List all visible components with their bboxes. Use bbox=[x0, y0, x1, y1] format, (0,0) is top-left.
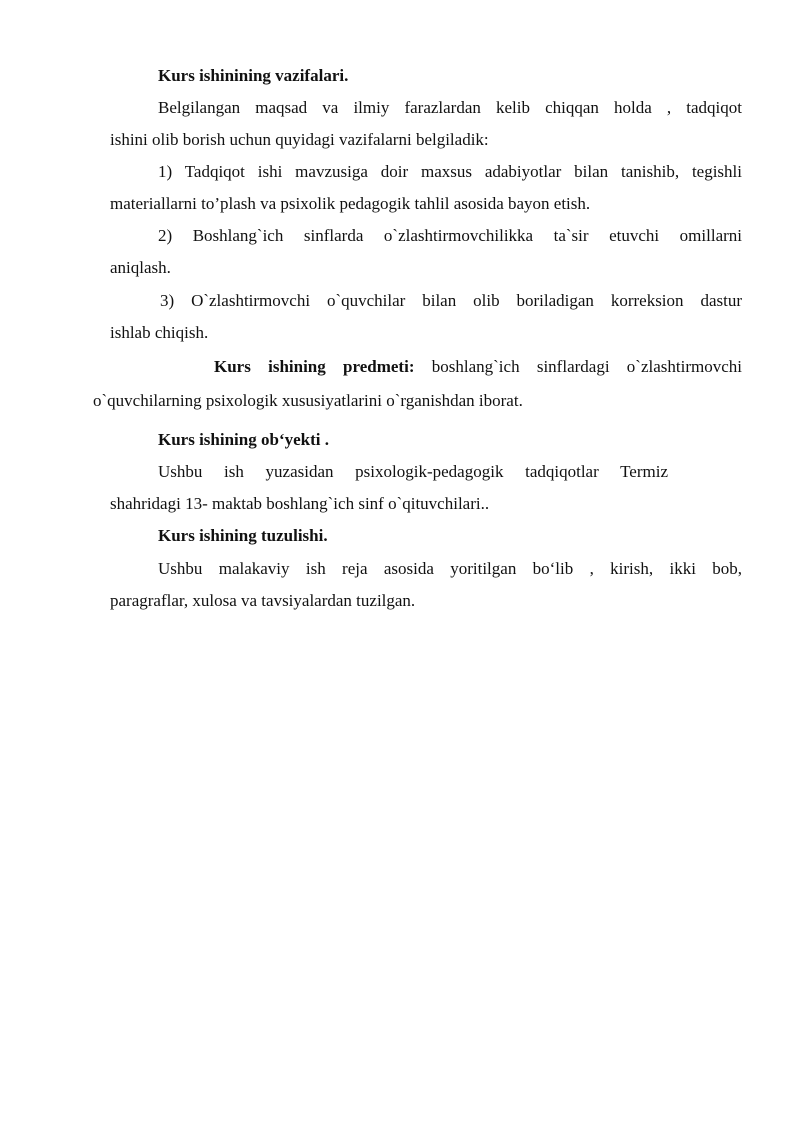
task-1-line-1: 1) Tadqiqot ishi mavzusiga doir maxsus adabiyotlar bilan tanishib, tegishli bbox=[158, 162, 742, 181]
structure-paragraph-line-2: paragraflar, xulosa va tavsiyalardan tuzilgan. bbox=[110, 591, 416, 610]
task-3-line-2: ishlab chiqish. bbox=[110, 323, 209, 342]
task-3-line-1: 3) O`zlashtirmovchi o`quvchilar bilan olib boriladigan korreksion dastur bbox=[160, 291, 742, 310]
object-paragraph-line-1: Ushbu ish yuzasidan psixologik-pedagogik tadqiqotlar Termiz bbox=[158, 462, 668, 481]
task-2-line-2: aniqlash. bbox=[110, 258, 171, 277]
subject-paragraph-line-1 bbox=[214, 356, 742, 378]
subject-label: Kurs ishining predmeti: bbox=[214, 357, 415, 376]
task-2-line-1: 2) Boshlang`ich sinflarda o`zlashtirmovchilikka ta`sir etuvchi omillarni bbox=[158, 226, 742, 245]
object-paragraph-line-2: shahridagi 13- maktab boshlang`ich sinf o`qituvchilari.. bbox=[110, 494, 490, 513]
object-heading: Kurs ishining ob‘yekti . bbox=[158, 430, 329, 449]
tasks-heading: Kurs ishinining vazifalari. bbox=[158, 66, 349, 85]
subject-text: boshlang`ich sinflardagi o`zlashtirmovchi bbox=[414, 357, 743, 376]
intro-paragraph-line-2: ishini olib borish uchun quyidagi vazifalarni belgiladik: bbox=[110, 130, 489, 149]
task-1-line-2: materiallarni to’plash va psixolik pedagogik tahlil asosida bayon etish. bbox=[110, 194, 591, 213]
intro-paragraph-line-1: Belgilangan maqsad va ilmiy farazlardan kelib chiqqan holda , tadqiqot bbox=[158, 98, 742, 117]
structure-paragraph-line-1: Ushbu malakaviy ish reja asosida yoritilgan bo‘lib , kirish, ikki bob, bbox=[158, 559, 742, 578]
subject-paragraph-line-2: o`quvchilarning psixologik xususiyatlarini o`rganishdan iborat. bbox=[93, 391, 523, 410]
structure-heading: Kurs ishining tuzulishi. bbox=[158, 526, 328, 545]
